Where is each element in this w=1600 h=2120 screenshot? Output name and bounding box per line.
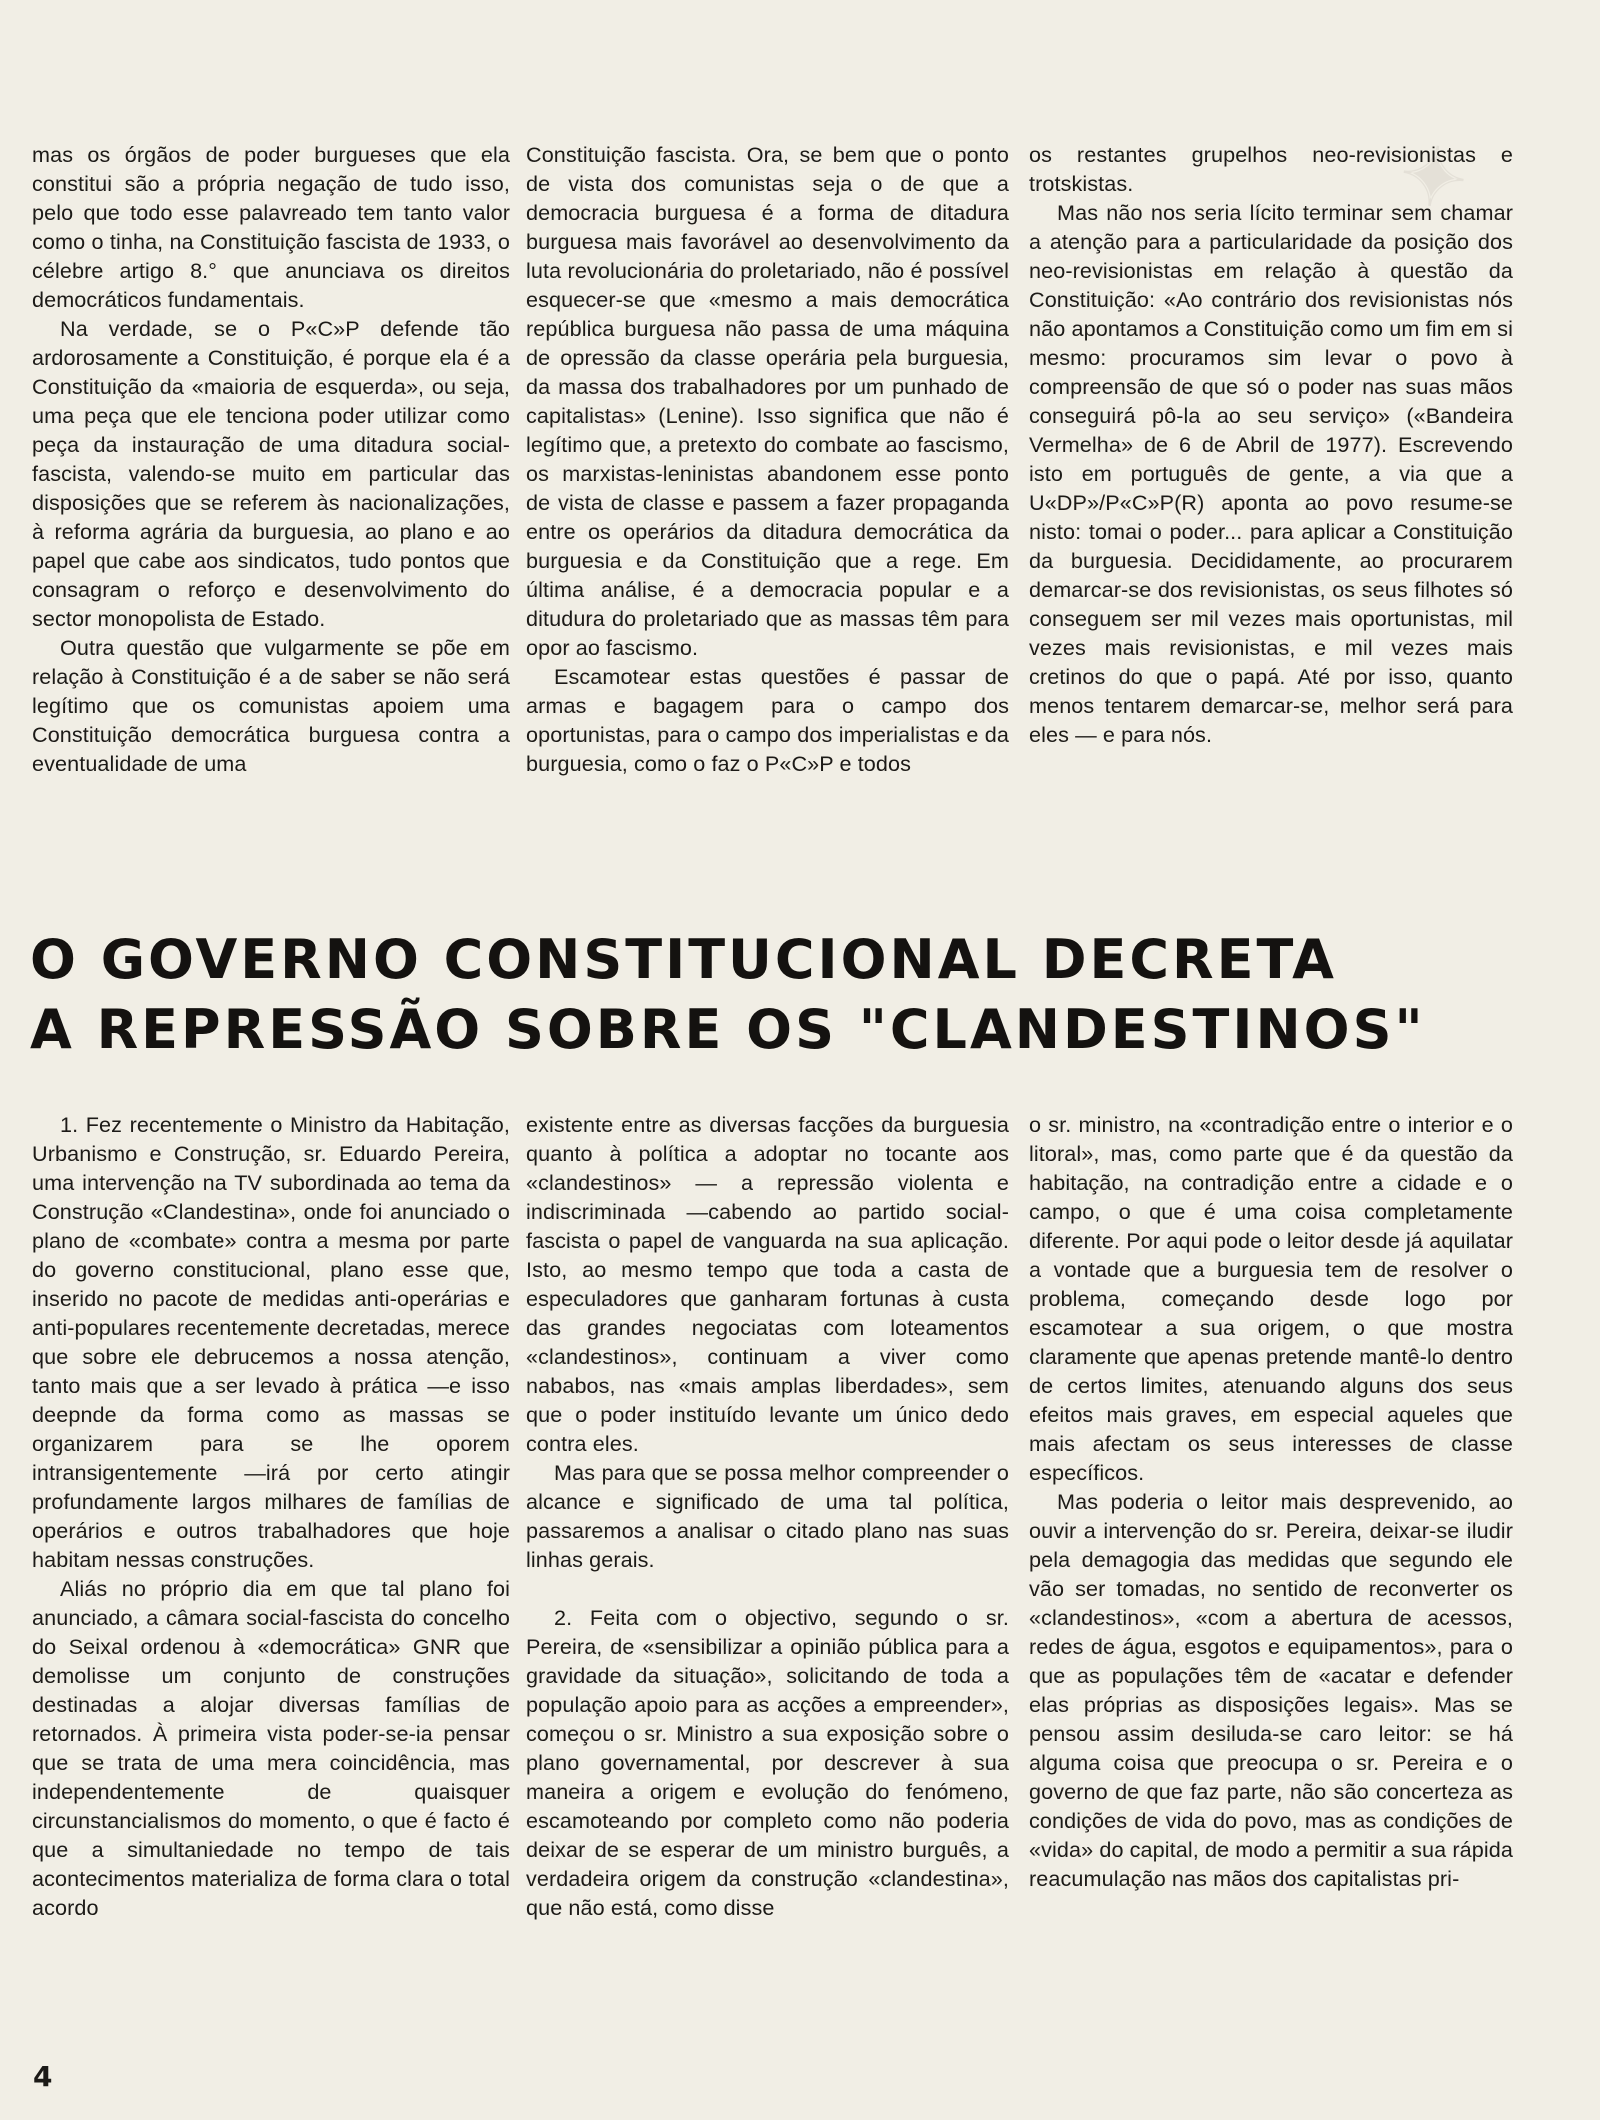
top-column-3 xyxy=(1029,140,1513,749)
headline-line-2: A REPRESSÃO SOBRE OS "CLANDESTINOS" xyxy=(30,998,1426,1061)
paragraph: Escamotear estas questões é passar de armas e bagagem para o campo dos oportunistas, para o campo dos imperialistas e da burguesia, como o faz o P«C»P e todos xyxy=(526,664,1009,776)
paragraph: existente entre as diversas facções da burguesia quanto à política a adoptar no tocante aos «clandestinos» — a repressão violenta e indiscriminada —cabendo ao partido social-fascista o papel de vanguarda na sua aplicação. Isto, ao mesmo tempo que toda a casta de especuladores que ganharam fortunas à custa das grandes negociatas com loteamentos «clandestinos», continuam a viver como nababos, nas «mais amplas liberdades», sem que o poder instituído levante um único dedo contra eles. xyxy=(526,1112,1009,1456)
paragraph: Mas não nos seria lícito terminar sem chamar a atenção para a particularidade da posição dos neo-revisionistas em relação à questão da Constituição: «Ao contrário dos revisionistas nós não apontamos a Constituição como um fim em si mesmo: procuramos sim levar o povo à compreensão de que só o poder nas suas mãos conseguirá pô-la ao seu serviço» («Bandeira Vermelha» de 6 de Abril de 1977). Escrevendo isto em português de gente, a via que a U«DP»/P«C»P(R) aponta ao povo resume-se nisto: tomai o poder... para aplicar a Constituição da burguesia. Decididamente, ao procurarem demarcar-se dos revisionistas, os seus filhotes só conseguem ser mil vezes mais oportunistas, mil vezes mais revisionistas, e mil vezes mais cretinos do que o papá. Até por isso, quanto menos tentarem demarcar-se, melhor será para eles — e para nós. xyxy=(1029,200,1513,747)
headline-line-1: O GOVERNO CONSTITUCIONAL DECRETA xyxy=(30,928,1337,991)
main-column-1 xyxy=(32,1110,510,1922)
paragraph: Mas poderia o leitor mais desprevenido, ao ouvir a intervenção do sr. Pereira, deixar-se iludir pela demagogia das medidas que segundo ele vão ser tomadas, no sentido de reconverter os «clandestinos», «com a abertura de acessos, redes de água, esgotos e equipamentos», para o que as populações têm de «acatar e defender elas próprias as disposições legais». Mas se pensou assim desiluda-se caro leitor: se há alguma coisa que preocupa o sr. Pereira e o governo de que faz parte, não são concerteza as condições de vida do povo, mas as condições de «vida» do capital, de modo a permitir a sua rápida reacumulação nas mãos dos capitalistas pri- xyxy=(1029,1489,1513,1891)
paragraph: Na verdade, se o P«C»P defende tão ardorosamente a Constituição, é porque ela é a Constituição da «maioria de esquerda», ou seja, uma peça que ele tenciona poder utilizar como peça da instauração de uma ditadura social-fascista, valendo-se muito em particular das disposições que se referem às nacionalizações, à reforma agrária da burguesia, ao plano e ao papel que cabe aos sindicatos, tudo pontos que consagram o reforço e desenvolvimento do sector monopolista de Estado. xyxy=(32,316,510,631)
page-number: 4 xyxy=(33,2060,53,2093)
paragraph: mas os órgãos de poder burgueses que ela constitui são a própria negação de tudo isso, pelo que todo esse palavreado tem tanto valor como o tinha, na Constituição fascista de 1933, o célebre artigo 8.° que anunciava os direitos democráticos fundamentais. xyxy=(32,142,510,312)
paragraph: Outra questão que vulgarmente se põe em relação à Constituição é a de saber se não será legítimo que os comunistas apoiem uma Constituição democrática burguesa contra a eventualidade de uma xyxy=(32,635,510,776)
main-column-2 xyxy=(526,1110,1009,1922)
top-column-1 xyxy=(32,140,510,778)
article-headline xyxy=(30,925,1500,1065)
paragraph: Constituição fascista. Ora, se bem que o ponto de vista dos comunistas seja o de que a democracia burguesa é a forma de ditadura burguesa mais favorável ao desenvolvimento da luta revolucionária do proletariado, não é possível esquecer-se que «mesmo a mais democrática república burguesa não passa de uma máquina de opressão da classe operária pela burguesia, da massa dos trabalhadores por um punhado de capitalistas» (Lenine). Isso significa que não é legítimo que, a pretexto do combate ao fascismo, os marxistas-leninistas abandonem esse ponto de vista de classe e passem a fazer propaganda entre os operários da ditadura democrática da burguesia e da Constituição que a rege. Em última análise, é a democracia popular e a ditudura do proletariado que as massas têm para opor ao fascismo. xyxy=(526,142,1009,660)
paragraph: 1. Fez recentemente o Ministro da Habitação, Urbanismo e Construção, sr. Eduardo Pereira, uma intervenção na TV subordinada ao tema da Construção «Clandestina», onde foi anunciado o plano de «combate» contra a mesma por parte do governo constitucional, plano esse que, inserido no pacote de medidas anti-operárias e anti-populares recentemente decretadas, merece que sobre ele debrucemos a nossa atenção, tanto mais que a ser levado à prática —e isso deepnde da forma como as massas se organizarem para se lhe oporem intransigentemente —irá por certo atingir profundamente largos milhares de famílias de operários e outros trabalhadores que hoje habitam nessas construções. xyxy=(32,1112,510,1572)
top-column-2 xyxy=(526,140,1009,778)
paragraph: os restantes grupelhos neo-revisionistas e trotskistas. xyxy=(1029,142,1513,196)
paragraph: 2. Feita com o objectivo, segundo o sr. Pereira, de «sensibilizar a opinião pública para a gravidade da situação», solicitando de toda a população apoio para as acções a empreender», começou o sr. Ministro a sua exposição sobre o plano governamental, por descrever à sua maneira a origem e evolução do fenómeno, escamoteando por completo como não poderia deixar de se esperar de um ministro burguês, a verdadeira origem da construção «clandestina», que não está, como disse xyxy=(526,1605,1009,1920)
paragraph: o sr. ministro, na «contradição entre o interior e o litoral», mas, como parte que é da questão da habitação, na contradição entre a cidade e o campo, o que é uma coisa completamente diferente. Por aqui pode o leitor desde já aquilatar a vontade que a burguesia tem de resolver o problema, começando desde logo por escamotear a sua origem, o que mostra claramente que apenas pretende mantê-lo dentro de certos limites, atenuando alguns dos seus efeitos mais graves, em especial aqueles que mais afectam os seus interesses de classe específicos. xyxy=(1029,1112,1513,1485)
paragraph: Aliás no próprio dia em que tal plano foi anunciado, a câmara social-fascista do concelho do Seixal ordenou à «democrática» GNR que demolisse um conjunto de construções destinadas a alojar diversas famílias de retornados. À primeira vista poder-se-ia pensar que se trata de uma mera coincidência, mas independentemente de quaisquer circunstancialismos do momento, o que é facto é que a simultaniedade no tempo de tais acontecimentos materializa de forma clara o total acordo xyxy=(32,1576,510,1920)
bleed-through-decoration: ✦ xyxy=(1393,125,1474,229)
main-column-3 xyxy=(1029,1110,1513,1893)
paragraph: Mas para que se possa melhor compreender o alcance e significado de uma tal política, passaremos a analisar o citado plano nas suas linhas gerais. xyxy=(526,1460,1009,1572)
